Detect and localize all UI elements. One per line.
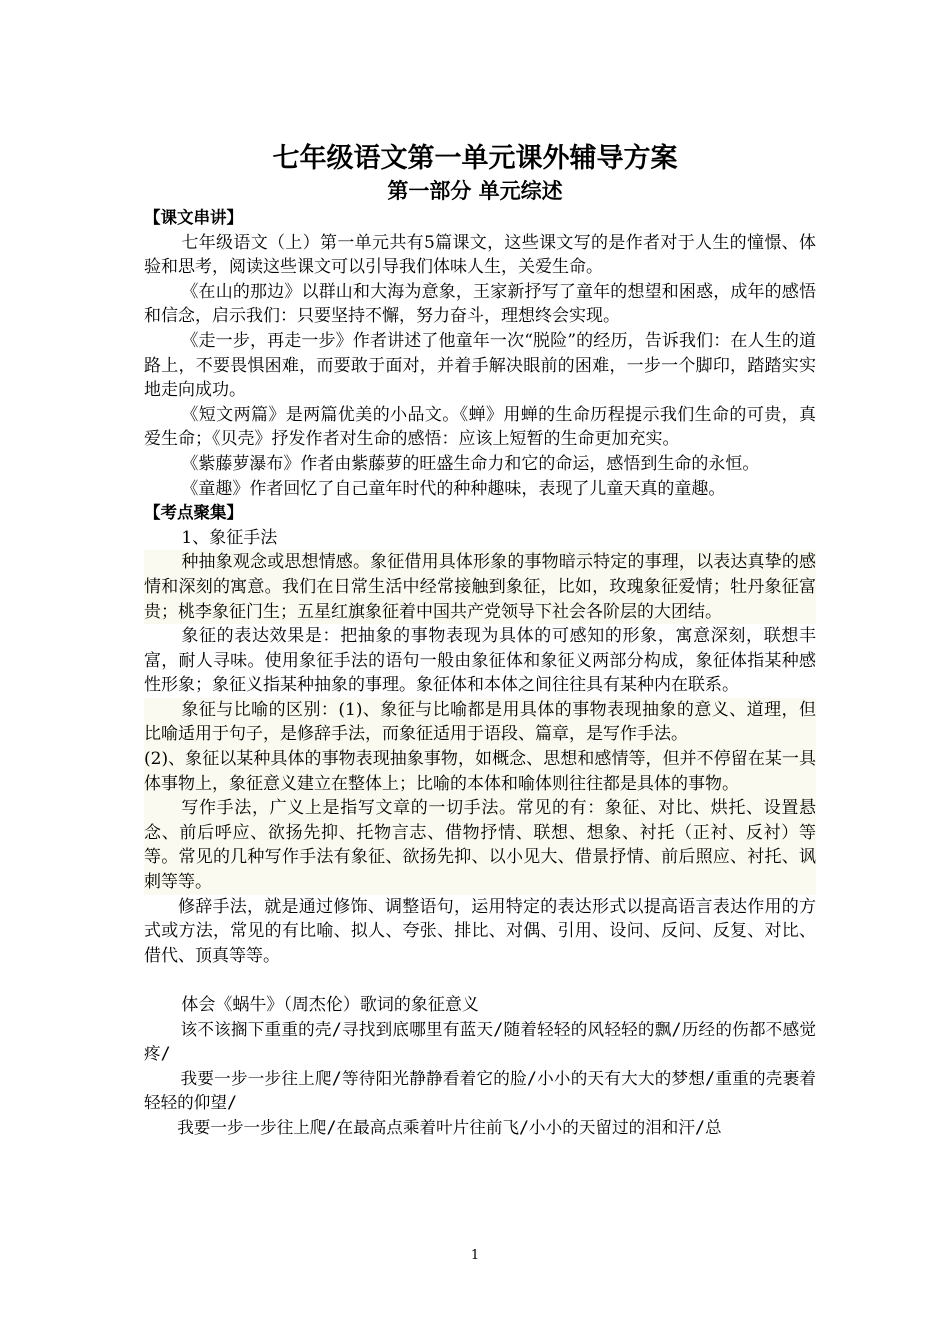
lyric-line: 该不该搁下重重的壳/寻找到底哪里有蓝天/随着轻轻的风轻轻的飘/历经的伤都不感觉疼/: [144, 1019, 816, 1064]
section-heading-lesson-overview: 【课文串讲】: [144, 208, 243, 227]
paragraph: 象征的表达效果是：把抽象的事物表现为具体的可感知的形象，寓意深刻，联想丰富，耐人寻味。使用象征手法的语句一般由象征体和象征义两部分构成，象征体指某种感性形象；象征义指某种抽象的事理。象征体和本体之间往往具有某种内在联系。: [144, 626, 816, 696]
subheading: 1、象征手法: [181, 527, 278, 548]
paragraph: 修辞手法，就是通过修饰、调整语句，运用特定的表达形式以提高语言表达作用的方式或方法，常见的有比喻、拟人、夸张、排比、对偶、引用、设问、反问、反复、对比、借代、顶真等等。: [144, 896, 816, 966]
document-body: [144, 206, 816, 1141]
lyric-line: 我要一步一步往上爬/等待阳光静静看着它的脸/小小的天有大大的梦想/重重的壳裹着轻轻的仰望/: [144, 1068, 816, 1113]
page-number: 1: [470, 1248, 480, 1263]
lyric-heading: 体会《蜗牛》（周杰伦）歌词的象征意义: [181, 995, 479, 1015]
lyric-line: 我要一步一步往上爬/在最高点乘着叶片往前飞/小小的天留过的泪和汗/总: [177, 1117, 722, 1137]
document-subtitle: 第一部分 单元综述: [387, 178, 563, 203]
paragraph: 写作手法，广义上是指写文章的一切手法。常见的有：象征、对比、烘托、设置悬念、前后呼应、欲扬先抑、托物言志、借物抒情、联想、想象、衬托（正衬、反衬）等等。常见的几种写作手法有象征、欲扬先抑、以小见大、借景抒情、前后照应、衬托、讽刺等等。: [144, 796, 816, 894]
paragraph: 《紫藤萝瀑布》作者由紫藤萝的旺盛生命力和它的命运，感悟到生命的永恒。: [181, 453, 760, 474]
paragraph: 七年级语文（上）第一单元共有5篇课文，这些课文写的是作者对于人生的憧憬、体验和思考，阅读这些课文可以引导我们体味人生，关爱生命。: [144, 232, 816, 278]
paragraph: 种抽象观念或思想情感。象征借用具体形象的事物暗示特定的事理，以表达真挚的感情和深刻的寓意。我们在日常生活中经常接触到象征，比如，玫瑰象征爱情；牡丹象征富贵；桃李象征门生；五星红旗象征着中国共产党领导下社会各阶层的大团结。: [144, 550, 816, 624]
paragraph: 《在山的那边》以群山和大海为意象，王家新抒写了童年的想望和困惑，成年的感悟和信念，启示我们：只要坚持不懈，努力奋斗，理想终会实现。: [144, 281, 816, 327]
paragraph: 《童趣》作者回忆了自己童年时代的种种趣味，表现了儿童天真的童趣。: [181, 478, 726, 499]
section-heading-key-points: 【考点聚集】: [144, 503, 243, 523]
document-title: 七年级语文第一单元课外辅导方案: [272, 143, 678, 174]
paragraph: 《走一步，再走一步》作者讲述了他童年一次“脱险”的经历，告诉我们：在人生的道路上，不要畏惧困难，而要敢于面对，并着手解决眼前的困难，一步一个脚印，踏踏实实地走向成功。: [144, 330, 816, 401]
blank-line: [144, 968, 816, 993]
paragraph: 《短文两篇》是两篇优美的小品文。《蝉》用蝉的生命历程提示我们生命的可贵，真爱生命；《贝壳》抒发作者对生命的感悟：应该上短暂的生命更加充实。: [144, 404, 816, 450]
paragraph: 象征与比喻的区别：(1)、象征与比喻都是用具体的事物表现抽象的意义、道理，但比喻适用于句子，是修辞手法，而象征适用于语段、篇章，是写作手法。: [144, 698, 816, 747]
paragraph: (2)、象征以某种具体的事物表现抽象事物，如概念、思想和感情等，但并不停留在某一具体事物上，象征意义建立在整体上；比喻的本体和喻体则往往都是具体的事物。: [144, 747, 816, 796]
